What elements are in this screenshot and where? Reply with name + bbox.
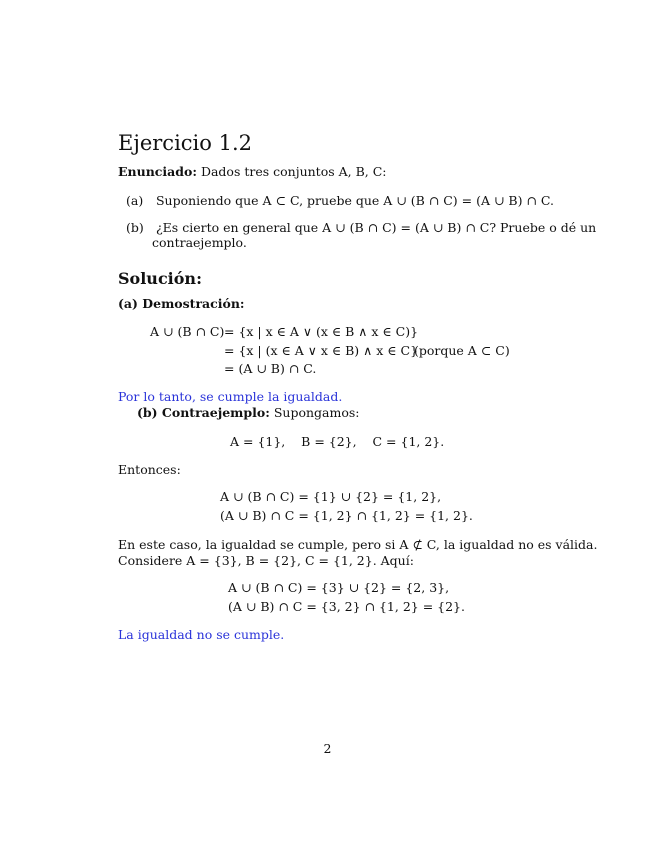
contra-heading: (b) Contraejemplo:	[137, 405, 270, 420]
item-b	[126, 220, 596, 236]
eq2-line-0: A ∪ (B ∩ C) = {3} ∪ {2} = {2, 3},	[228, 580, 450, 595]
final-conclusion: La igualdad no se cumple.	[118, 627, 285, 642]
demo-note-1: (porque A ⊂ C)	[414, 343, 510, 358]
item-a-marker: (a)	[126, 193, 144, 208]
case-line-2: Considere A = {3}, B = {2}, C = {1, 2}. Aquí:	[118, 553, 414, 568]
eq1-line-0: A ∪ (B ∩ C) = {1} ∪ {2} = {1, 2},	[220, 489, 442, 504]
case-line-1: En este caso, la igualdad se cumple, pero si A ⊄ C, la igualdad no es válida.	[118, 537, 598, 552]
page-number: 2	[323, 741, 332, 756]
item-a	[126, 193, 554, 209]
demo-heading: (a) Demostración:	[118, 296, 245, 311]
exercise-title: Ejercicio 1.2	[118, 131, 252, 155]
item-a-text: Suponiendo que A ⊂ C, pruebe que A ∪ (B ∩ C) = (A ∪ B) ∩ C.	[155, 193, 554, 208]
contra-sets: A = {1}, B = {2}, C = {1, 2}.	[230, 434, 445, 449]
enunciado-label: Enunciado:	[118, 164, 197, 179]
entonces-text: Entonces:	[118, 462, 181, 477]
demo-rhs-2: = (A ∪ B) ∩ C.	[224, 361, 317, 376]
enunciado-line	[118, 164, 386, 180]
contra-line	[137, 405, 360, 421]
solucion-heading: Solución:	[118, 269, 202, 288]
demo-rhs-0: = {x | x ∈ A ∨ (x ∈ B ∧ x ∈ C)}	[224, 324, 419, 339]
item-b-line2: contraejemplo.	[152, 235, 247, 250]
eq2-line-1: (A ∪ B) ∩ C = {3, 2} ∩ {1, 2} = {2}.	[228, 599, 465, 614]
eq1-line-1: (A ∪ B) ∩ C = {1, 2} ∩ {1, 2} = {1, 2}.	[220, 508, 473, 523]
contra-intro: Supongamos:	[273, 405, 360, 420]
item-b-marker: (b)	[126, 220, 144, 235]
demo-lhs-0: A ∪ (B ∩ C)	[150, 324, 225, 339]
item-b-text-line1: ¿Es cierto en general que A ∪ (B ∩ C) = (A ∪ B) ∩ C? Pruebe o dé un	[155, 220, 597, 235]
demo-rhs-1: = {x | (x ∈ A ∨ x ∈ B) ∧ x ∈ C}	[224, 343, 419, 358]
demo-conclusion: Por lo tanto, se cumple la igualdad.	[118, 389, 343, 404]
enunciado-text: Dados tres conjuntos A, B, C:	[200, 164, 387, 179]
